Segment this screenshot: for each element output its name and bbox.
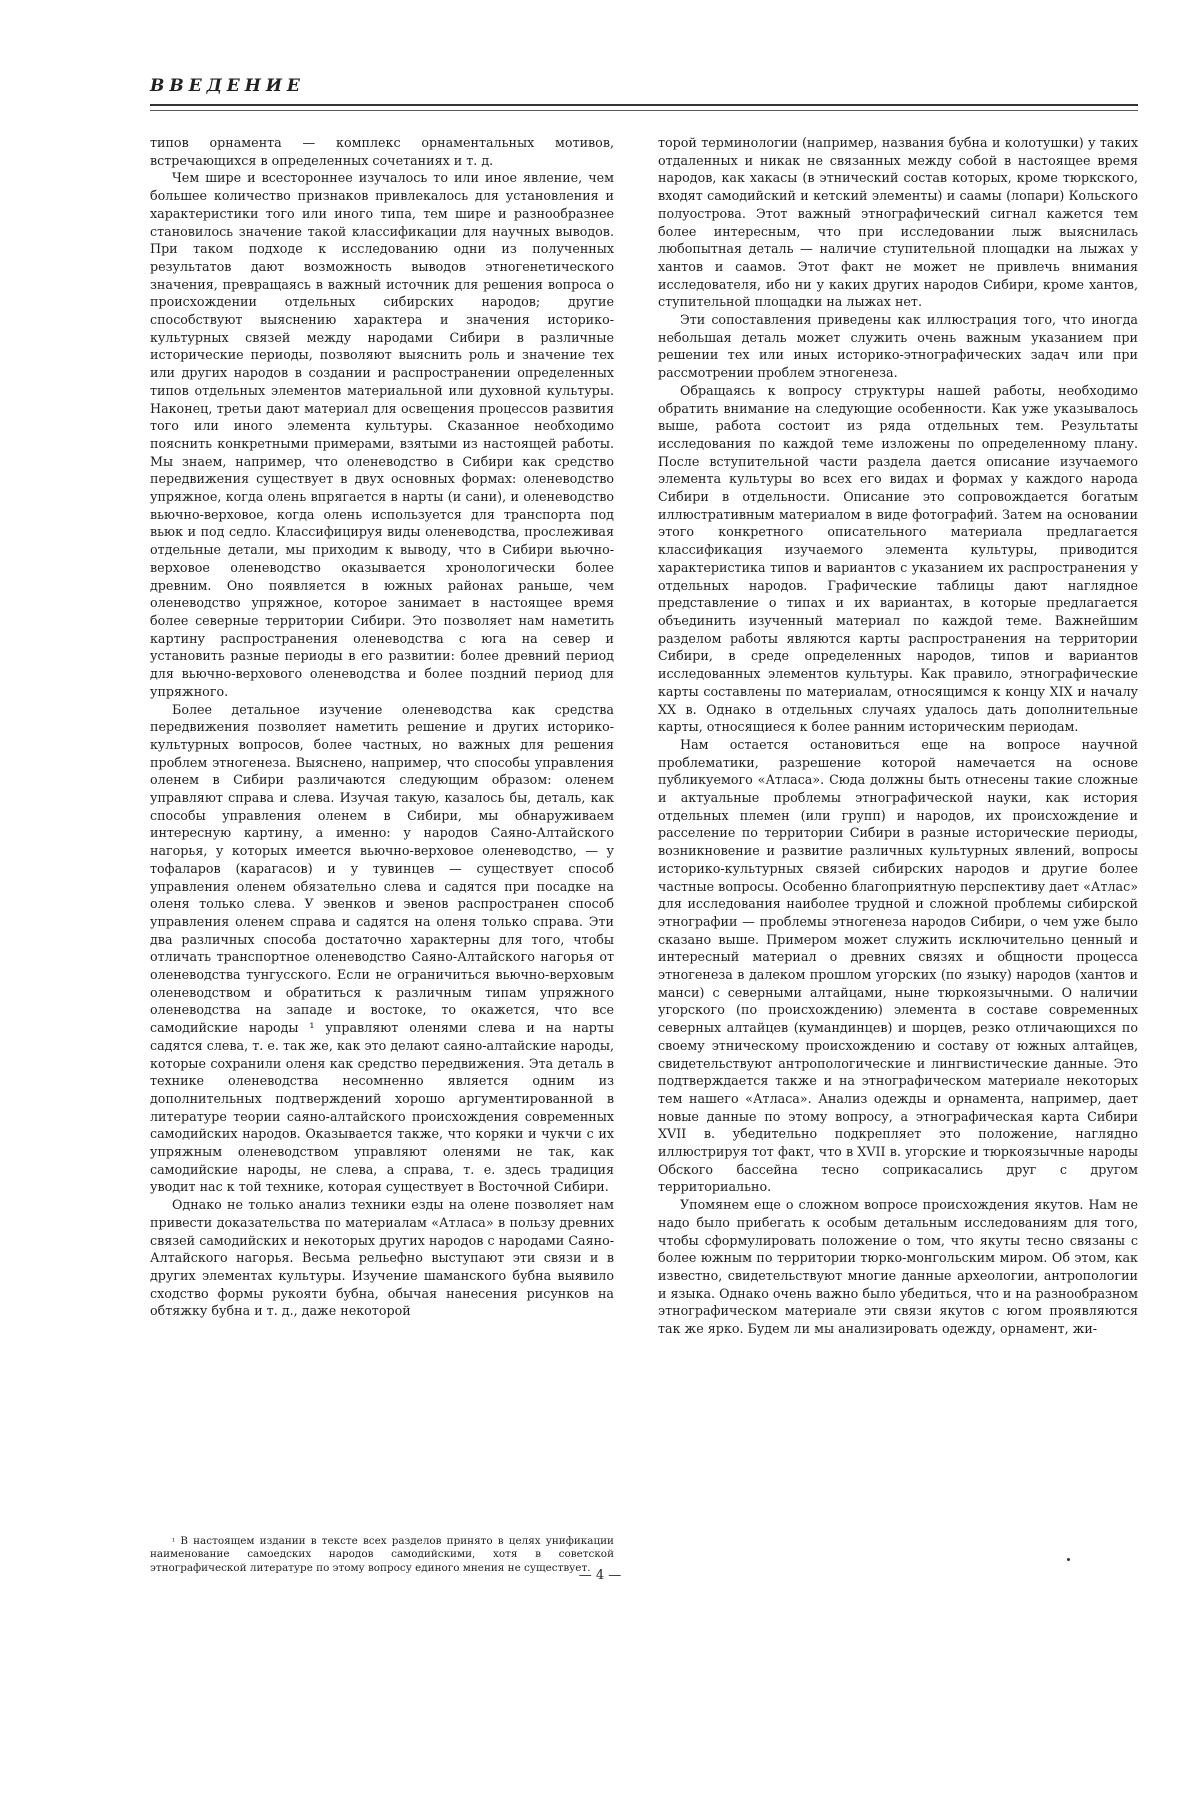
header-rule-thin [150, 110, 1138, 111]
paragraph: торой терминологии (например, названия бубна и колотушки) у таких отдаленных и никак не связанных между собой в настоящее время народов, как хакасы (в этнический состав которых, кроме тюркского, входят самодийский и кетский элементы) и саамы (лопари) Кольского полуострова. Этот важный этнографический сигнал кажется тем более интересным, что при исследовании лыж выяснилась любопытная деталь — наличие ступительной площадки на лыжах у хантов и саамов. Этот факт не может не привлечь внимания исследователя, ибо ни у каких других народов Сибири, кроме хантов, ступительной площадки на лыжах нет. [658, 135, 1138, 310]
paragraph: Чем шире и всестороннее изучалось то или иное явление, чем большее количество признаков привлекалось для установления и характеристики того или иного типа, тем шире и разнообразнее становилось значение такой классификации для научных выводов. При таком подходе к исследованию одни из полученных результатов дают возможность выводов этногенетического значения, превращаясь в важный источник для решения вопроса о происхождении отдельных сибирских народов; другие способствуют выяснению характера и значения историко-культурных связей между народами Сибири в различные исторические периоды, позволяют выяснить роль и значение тех или других народов в создании и распространении определенных типов отдельных элементов материальной или духовной культуры. Наконец, третьи дают материал для освещения процессов развития того или иного элемента культуры. Сказанное необходимо пояснить конкретными примерами, взятыми из настоящей работы. Мы знаем, например, что оленеводство в Сибири как средство передвижения существует в двух основных формах: оленеводство упряжное, когда олень впрягается в нарты (и сани), и оленеводство вьючно-верховое, когда олень используется для транспорта под вьюк и под седло. Классифицируя виды оленеводства, прослеживая отдельные детали, мы приходим к выводу, что в Сибири вьючно-верховое оленеводство оказывается хронологически более древним. Оно появляется в южных районах раньше, чем оленеводство упряжное, которое занимает в настоящее время более северные территории Сибири. Это позволяет нам наметить картину распространения оленеводства с юга на север и установить разные периоды в его развитии: более древний период для вьючно-верхового оленеводства и более поздний период для упряжного. [150, 170, 614, 699]
right-column [658, 134, 1138, 1338]
paragraph: Упомянем еще о сложном вопросе происхождения якутов. Нам не надо было прибегать к особым детальным исследованиям для того, чтобы сформулировать положение о том, что якуты тесно связаны с более южным по территории тюрко-монгольским миром. Об этом, как известно, свидетельствуют многие данные археологии, антропологии и языка. Однако очень важно было убедиться, что и на разнообразном этнографическом материале эти связи якутов с югом проявляются так же ярко. Будем ли мы анализировать одежду, орнамент, жи- [658, 1197, 1138, 1337]
header-rule [150, 104, 1138, 106]
paragraph: Однако не только анализ техники езды на олене позволяет нам привести доказательства по материалам «Атласа» в пользу древних связей самодийских и некоторых других народов с народами Саяно-Алтайского нагорья. Весьма рельефно выступают эти связи и в других элементах культуры. Изучение шаманского бубна выявило сходство формы рукояти бубна, обычая нанесения рисунков на обтяжку бубна и т. д., даже некоторой [150, 1197, 614, 1319]
paragraph: Эти сопоставления приведены как иллюстрация того, что иногда небольшая деталь может служить очень важным указанием при решении тех или иных историко-этнографических задач или при рассмотрении проблем этногенеза. [658, 312, 1138, 381]
paragraph: Более детальное изучение оленеводства как средства передвижения позволяет наметить решение и других историко-культурных вопросов, более частных, но важных для решения проблем этногенеза. Выяснено, например, что способы управления оленем в Сибири различаются следующим образом: оленем управляют справа и слева. Изучая такую, казалось бы, деталь, как способы управления оленем в Сибири, мы обнаруживаем интересную картину, а именно: у народов Саяно-Алтайского нагорья, у которых имеется вьючно-верховое оленеводство, — у тофаларов (карагасов) и у тувинцев — существует способ управления оленем обязательно слева и садятся при посадке на оленя только слева. У эвенков и эвенов распространен способ управления оленем справа и садятся на оленя только справа. Эти два различных способа достаточно характерны для того, чтобы отличать транспортное оленеводство Саяно-Алтайского нагорья от оленеводства тунгусского. Если не ограничиться вьючно-верховым оленеводством и обратиться к различным типам упряжного оленеводства на западе и востоке, то окажется, что все самодийские народы ¹ управляют оленями слева и на нарты садятся слева, т. е. так же, как это делают саяно-алтайские народы, которые сохранили оленя как средство передвижения. Эта деталь в технике оленеводства несомненно является одним из дополнительных подтверждений хорошо аргументированной в литературе теории саяно-алтайского происхождения современных самодийских народов. Оказывается также, что коряки и чукчи с их упряжным оленеводством управляют оленями не так, как самодийские народы, не слева, а справа, т. е. здесь традиция уводит нас к той технике, которая существует в Восточной Сибири. [150, 701, 614, 1195]
paragraph: Обращаясь к вопросу структуры нашей работы, необходимо обратить внимание на следующие особенности. Как уже указывалось выше, работа состоит из ряда отдельных тем. Результаты исследования по каждой теме изложены по определенному плану. После вступительной части раздела дается описание изучаемого элемента культуры во всех его видах и формах у каждого народа Сибири в отдельности. Описание это сопровождается богатым иллюстративным материалом в виде фотографий. Затем на основании этого конкретного описательного материала предлагается классификация изучаемого элемента культуры, приводится характеристика типов и вариантов с указанием их распространения у отдельных народов. Графические таблицы дают наглядное представление о типах и их вариантах, в которые предлагается объединить изученный материал по каждой теме. Важнейшим разделом работы являются карты распространения на территории Сибири, в среде определенных народов, типов и вариантов исследованных элементов культуры. Как правило, этнографические карты составлены по материалам, относящимся к концу XIX и началу XX в. Однако в отдельных случаях удалось дать дополнительные карты, относящиеся к более ранним историческим периодам. [658, 382, 1138, 735]
page-number: — 4 — [578, 1568, 622, 1583]
paragraph: типов орнамента — комплекс орнаментальных мотивов, встречающихся в определенных сочетаниях и т. д. [150, 135, 614, 168]
footnote-body: В настоящем издании в тексте всех разделов принято в целях унификации наименование самоедских народов самодийскими, хотя в советской этнографической литературе по этому вопросу единого мнения не существует. [150, 1535, 614, 1574]
running-head: ВВЕДЕНИЕ [150, 76, 305, 96]
ink-speck [1067, 1558, 1070, 1561]
footnote-mark: ¹ [172, 1537, 176, 1546]
left-column [150, 134, 614, 1320]
paragraph: Нам остается остановиться еще на вопросе научной проблематики, разрешение которой намечается на основе публикуемого «Атласа». Сюда должны быть отнесены такие сложные и актуальные проблемы этнографической науки, как история отдельных племен (или групп) и народов, их происхождение и расселение по территории Сибири в разные исторические периоды, возникновение и развитие различных культурных явлений, вопросы историко-культурных связей сибирских народов и другие более частные вопросы. Особенно благоприятную перспективу дает «Атлас» для исследования наиболее трудной и сложной проблемы сибирской этнографии — проблемы этногенеза народов Сибири, о чем уже было сказано выше. Примером может служить исключительно ценный и интересный материал о древних связях и общности процесса этногенеза в далеком прошлом угорских (по языку) народов (хантов и манси) с северными алтайцами, ныне тюркоязычными. О наличии угорского (по происхождению) элемента в составе современных северных алтайцев (кумандинцев) и шорцев, резко отличающихся по своему этническому происхождению и составу от южных алтайцев, свидетельствуют антропологические и лингвистические данные. Это подтверждается также и на этнографическом материале некоторых тем нашего «Атласа». Анализ одежды и орнамента, например, дает новые данные по этому вопросу, а этнографическая карта Сибири XVII в. убедительно подкрепляет это положение, наглядно иллюстрируя тот факт, что в XVII в. угорские и тюркоязычные народы Обского бассейна тесно соприкасались друг с другом территориально. [658, 736, 1138, 1195]
